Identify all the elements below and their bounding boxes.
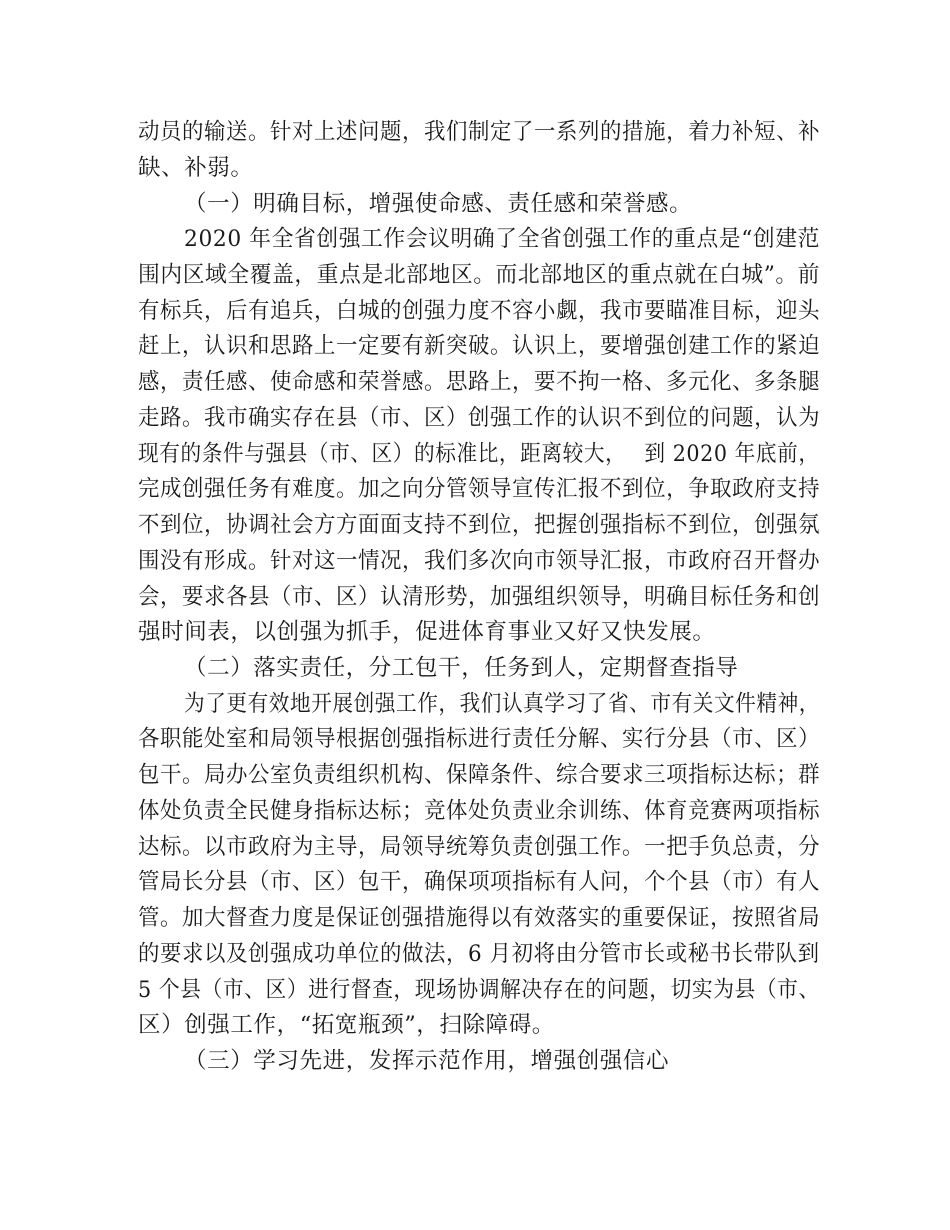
text-line: 围内区域全覆盖，重点是北部地区。而北部地区的重点就在白城”。前 — [138, 262, 821, 288]
text-line: 缺、补弱。 — [138, 155, 254, 181]
text-line: 现有的条件与强县（市、区）的标准比，距离较大， 到 2020 年底前， — [138, 441, 820, 467]
text-line: 会，要求各县（市、区）认清形势，加强组织领导，明确目标任务和创 — [138, 584, 821, 610]
text-line: 的要求以及创强成功单位的做法，6 月初将由分管市长或秘书长带队到 — [138, 941, 820, 967]
text-line: 不到位，协调社会方方面面支持不到位，把握创强指标不到位，创强氛 — [138, 512, 821, 538]
text-line: 达标。以市政府为主导，局领导统筹负责创强工作。一把手负总责，分 — [138, 834, 821, 860]
text-line: 感，责任感、使命感和荣誉感。思路上，要不拘一格、多元化、多条腿 — [138, 369, 821, 395]
section-heading-2: （二）落实责任，分工包干，任务到人，定期督查指导 — [184, 655, 739, 681]
text-line: 包干。局办公室负责组织机构、保障条件、综合要求三项指标达标；群 — [138, 762, 821, 788]
section-heading-1: （一）明确目标，增强使命感、责任感和荣誉感。 — [184, 191, 693, 217]
text-line: 围没有形成。针对这一情况，我们多次向市领导汇报，市政府召开督办 — [138, 548, 821, 574]
text-line: 各职能处室和局领导根据创强指标进行责任分解、实行分县（市、区） — [138, 726, 821, 752]
text-line: 赶上，认识和思路上一定要有新突破。认识上，要增强创建工作的紧迫 — [138, 333, 821, 359]
text-line: 5 个县（市、区）进行督查，现场协调解决存在的问题，切实为县（市、 — [138, 977, 820, 1003]
text-line: 为了更有效地开展创强工作，我们认真学习了省、市有关文件精神， — [184, 691, 820, 717]
text-line: 完成创强任务有难度。加之向分管领导宣传汇报不到位，争取政府支持 — [138, 476, 821, 502]
text-line: 强时间表，以创强为抓手，促进体育事业又好又快发展。 — [138, 619, 716, 645]
text-line: 有标兵，后有追兵，白城的创强力度不容小觑，我市要瞄准目标，迎头 — [138, 298, 821, 324]
text-line: 走路。我市确实存在县（市、区）创强工作的认识不到位的问题，认为 — [138, 405, 821, 431]
text-line: 管。加大督查力度是保证创强措施得以有效落实的重要保证，按照省局 — [138, 905, 821, 931]
text-line: 体处负责全民健身指标达标；竞体处负责业余训练、体育竞赛两项指标 — [138, 798, 821, 824]
section-heading-3: （三）学习先进，发挥示范作用，增强创强信心 — [184, 1048, 670, 1074]
text-line: 区）创强工作，“拓宽瓶颈”，扫除障碍。 — [138, 1012, 555, 1038]
text-line: 管局长分县（市、区）包干，确保项项指标有人问，个个县（市）有人 — [138, 869, 821, 895]
text-line: 动员的输送。针对上述问题，我们制定了一系列的措施，着力补短、补 — [138, 119, 821, 145]
text-line: 2020 年全省创强工作会议明确了全省创强工作的重点是“创建范 — [184, 226, 821, 252]
